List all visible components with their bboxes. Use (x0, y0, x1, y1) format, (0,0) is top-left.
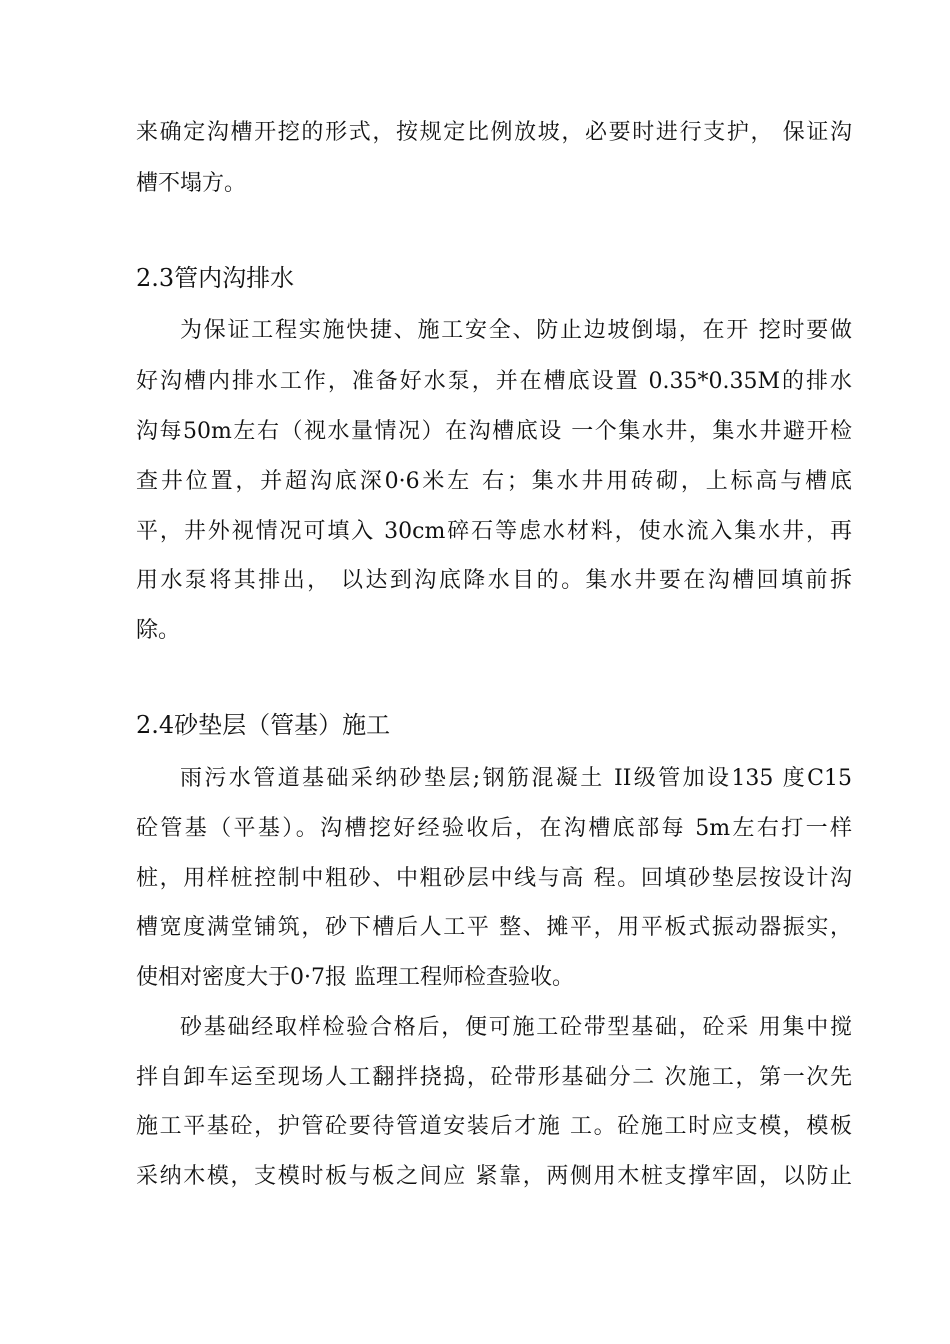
text-line: 沟每50m左右（视水量情况）在沟槽底设 一个集水井，集水井避开检 (136, 419, 852, 444)
text-line: 来确定沟槽开挖的形式，按规定比例放坡，必要时进行支护， 保证沟 (136, 120, 852, 145)
text-line: 雨污水管道基础采纳砂垫层;钢筋混凝土 II级管加设135 度C15 (180, 766, 852, 791)
section-heading-2-4: 2.4砂垫层（管基）施工 (136, 711, 391, 739)
text-line: 查井位置，并超沟底深0·6米左 右；集水井用砖砌，上标高与槽底 (136, 469, 852, 494)
text-line: 好沟槽内排水工作，准备好水泵，并在槽底设置 0.35*0.35M的排水 (136, 369, 852, 394)
text-line: 采纳木模，支模时板与板之间应 紧靠，两侧用木桩支撑牢固，以防止 (136, 1164, 852, 1189)
section-heading-2-3: 2.3管内沟排水 (136, 264, 295, 292)
text-line: 槽不塌方。 (136, 171, 247, 196)
text-line: 砂基础经取样检验合格后，便可施工砼带型基础，砼采 用集中搅 (180, 1015, 852, 1040)
text-line: 桩，用样桩控制中粗砂、中粗砂层中线与高 程。回填砂垫层按设计沟 (136, 866, 852, 891)
text-line: 砼管基（平基）。沟槽挖好经验收后，在沟槽底部每 5m左右打一样 (136, 816, 852, 841)
text-line: 为保证工程实施快捷、施工安全、防止边坡倒塌，在开 挖时要做 (180, 318, 852, 343)
text-line: 使相对密度大于0·7报 监理工程师检查验收。 (136, 965, 574, 990)
text-line: 拌自卸车运至现场人工翻拌挠捣，砼带形基础分二 次施工，第一次先 (136, 1065, 852, 1090)
text-line: 除。 (136, 618, 181, 643)
text-line: 槽宽度满堂铺筑，砂下槽后人工平 整、摊平，用平板式振动器振实， (136, 915, 852, 940)
text-line: 平，井外视情况可填入 30cm碎石等虑水材料，使水流入集水井，再 (136, 519, 852, 544)
text-line: 用水泵将其排出， 以达到沟底降水目的。集水井要在沟槽回填前拆 (136, 568, 852, 593)
text-line: 施工平基砼，护管砼要待管道安装后才施 工。砼施工时应支模，模板 (136, 1114, 852, 1139)
